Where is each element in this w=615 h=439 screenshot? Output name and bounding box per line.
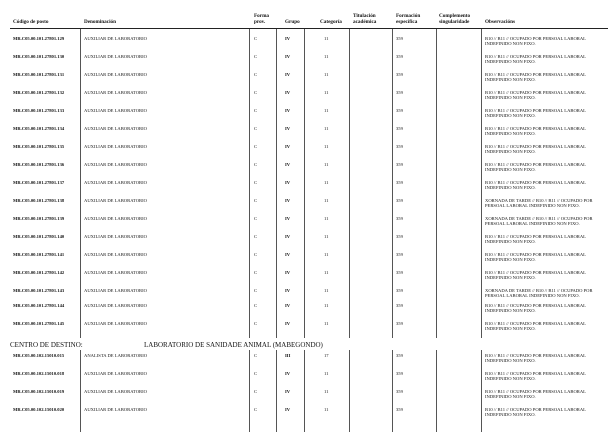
cell-forma-prov: C xyxy=(254,90,258,95)
cell-grupo: IV xyxy=(285,90,291,95)
cell-denominacion: AUXILIAR DE LABORATORIO xyxy=(84,162,147,167)
cell-denominacion: AUXILIAR DE LABORATORIO xyxy=(84,288,147,293)
cell-categoria: 11 xyxy=(324,126,329,131)
cell-formacion: 359 xyxy=(396,72,403,77)
table-row xyxy=(0,198,615,215)
cell-observaciones: B10 // B11 // OCUPADO POR PERSOAL LABORAL INDEFINIDO NON FIXO. xyxy=(485,144,586,155)
cell-categoria: 11 xyxy=(324,321,329,326)
table-row xyxy=(0,303,615,320)
cell-codigo: MR.C05.00.101.27801.144 xyxy=(13,303,65,308)
cell-grupo: IV xyxy=(285,108,291,113)
cell-observaciones: B10 // B11 // OCUPADO POR PERSOAL LABORAL INDEFINIDO NON FIXO. xyxy=(485,234,586,245)
cell-codigo: MR.C05.00.101.27801.133 xyxy=(13,108,65,113)
cell-formacion: 359 xyxy=(396,36,403,41)
cell-codigo: MR.C05.00.101.27801.136 xyxy=(13,162,65,167)
cell-formacion: 359 xyxy=(396,303,403,308)
table-row xyxy=(0,270,615,287)
cell-categoria: 11 xyxy=(324,108,329,113)
cell-categoria: 11 xyxy=(324,54,329,59)
cell-observaciones: B10 // B11 // OCUPADO POR PERSOAL LABORAL INDEFINIDO NON FIXO. xyxy=(485,180,586,191)
cell-denominacion: AUXILIAR DE LABORATORIO xyxy=(84,126,147,131)
cell-codigo: MR.C05.00.102.15010.015 xyxy=(13,353,65,358)
cell-grupo: IV xyxy=(285,198,291,203)
cell-denominacion: AUXILIAR DE LABORATORIO xyxy=(84,234,147,239)
cell-forma-prov: C xyxy=(254,371,258,376)
cell-observaciones: B10 // B11 // OCUPADO POR PERSOAL LABORAL INDEFINIDO NON FIXO. xyxy=(485,303,586,314)
cell-observaciones: XORNADA DE TARDE // B10 // B11 // OCUPADO POR PERSOAL LABORAL INDEFINIDO NON FIXO. xyxy=(485,198,593,209)
cell-codigo: MR.C05.00.101.27801.137 xyxy=(13,180,65,185)
cell-observaciones: B10 // B11 // OCUPADO POR PERSOAL LABORAL INDEFINIDO NON FIXO. xyxy=(485,353,586,364)
header-denominacion: Denominación xyxy=(84,19,116,25)
cell-observaciones: B10 // B11 // OCUPADO POR PERSOAL LABORAL INDEFINIDO NON FIXO. xyxy=(485,54,586,65)
cell-observaciones: B10 // B11 // OCUPADO POR PERSOAL LABORAL INDEFINIDO NON FIXO. xyxy=(485,252,586,263)
cell-formacion: 359 xyxy=(396,371,403,376)
cell-grupo: IV xyxy=(285,389,291,394)
cell-forma-prov: C xyxy=(254,198,258,203)
cell-grupo: IV xyxy=(285,126,291,131)
cell-forma-prov: C xyxy=(254,216,258,221)
centro-destino-name: LABORATORIO DE SANIDADE ANIMAL (MABEGONDO) xyxy=(144,341,323,349)
cell-forma-prov: C xyxy=(254,72,258,77)
cell-formacion: 359 xyxy=(396,162,403,167)
cell-observaciones: B10 // B11 // OCUPADO POR PERSOAL LABORAL INDEFINIDO NON FIXO. xyxy=(485,90,586,101)
table-row xyxy=(0,90,615,107)
cell-observaciones: XORNADA DE TARDE // B10 // B11 // OCUPADO POR PERSOAL LABORAL INDEFINIDO NON FIXO. xyxy=(485,288,593,299)
table-row xyxy=(0,252,615,269)
cell-categoria: 11 xyxy=(324,216,329,221)
header-codigo: Código de posto xyxy=(13,19,49,25)
cell-formacion: 359 xyxy=(396,389,403,394)
table-row xyxy=(0,54,615,71)
cell-forma-prov: C xyxy=(254,126,258,131)
cell-grupo: IV xyxy=(285,407,291,412)
cell-denominacion: AUXILIAR DE LABORATORIO xyxy=(84,180,147,185)
table-row xyxy=(0,126,615,143)
cell-denominacion: AUXILIAR DE LABORATORIO xyxy=(84,198,147,203)
cell-codigo: MR.C05.00.101.27801.131 xyxy=(13,72,65,77)
cell-formacion: 359 xyxy=(396,321,403,326)
cell-grupo: IV xyxy=(285,288,291,293)
cell-denominacion: AUXILIAR DE LABORATORIO xyxy=(84,407,147,412)
cell-categoria: 11 xyxy=(324,371,329,376)
cell-forma-prov: C xyxy=(254,303,258,308)
header-grupo: Grupo xyxy=(285,19,300,25)
cell-forma-prov: C xyxy=(254,108,258,113)
cell-formacion: 359 xyxy=(396,108,403,113)
cell-formacion: 359 xyxy=(396,353,403,358)
cell-codigo: MR.C05.00.101.27801.140 xyxy=(13,234,65,239)
cell-categoria: 11 xyxy=(324,72,329,77)
cell-grupo: IV xyxy=(285,234,291,239)
cell-grupo: IV xyxy=(285,303,291,308)
cell-forma-prov: C xyxy=(254,162,258,167)
cell-formacion: 359 xyxy=(396,54,403,59)
cell-denominacion: AUXILIAR DE LABORATORIO xyxy=(84,252,147,257)
cell-forma-prov: C xyxy=(254,36,258,41)
cell-codigo: MR.C05.00.101.27801.142 xyxy=(13,270,65,275)
cell-observaciones: XORNADA DE TARDE // B10 // B11 // OCUPADO POR PERSOAL LABORAL INDEFINIDO NON FIXO. xyxy=(485,216,593,227)
cell-formacion: 359 xyxy=(396,288,403,293)
cell-denominacion: AUXILIAR DE LABORATORIO xyxy=(84,389,147,394)
cell-codigo: MR.C05.00.101.27801.138 xyxy=(13,198,65,203)
cell-grupo: IV xyxy=(285,252,291,257)
cell-denominacion: AUXILIAR DE LABORATORIO xyxy=(84,144,147,149)
table-row xyxy=(0,108,615,125)
cell-denominacion: AUXILIAR DE LABORATORIO xyxy=(84,321,147,326)
table-row xyxy=(0,36,615,53)
cell-forma-prov: C xyxy=(254,54,258,59)
header-observaciones: Observacións xyxy=(485,19,515,25)
centro-destino-label: CENTRO DE DESTINO: xyxy=(10,341,83,349)
cell-denominacion: AUXILIAR DE LABORATORIO xyxy=(84,90,147,95)
table-row xyxy=(0,234,615,251)
cell-denominacion: AUXILIAR DE LABORATORIO xyxy=(84,303,147,308)
cell-forma-prov: C xyxy=(254,407,258,412)
cell-codigo: MR.C05.00.102.15010.020 xyxy=(13,407,65,412)
cell-categoria: 11 xyxy=(324,198,329,203)
cell-denominacion: AUXILIAR DE LABORATORIO xyxy=(84,371,147,376)
table-row xyxy=(0,72,615,89)
cell-grupo: IV xyxy=(285,162,291,167)
cell-grupo: IV xyxy=(285,36,291,41)
table-row xyxy=(0,371,615,388)
table-row xyxy=(0,162,615,179)
header-titulacion: Titulación académica xyxy=(353,13,377,25)
table-row xyxy=(0,389,615,406)
cell-codigo: MR.C05.00.101.27801.129 xyxy=(13,36,65,41)
cell-observaciones: B10 // B11 // OCUPADO POR PERSOAL LABORAL INDEFINIDO NON FIXO. xyxy=(485,36,586,47)
cell-formacion: 359 xyxy=(396,90,403,95)
cell-categoria: 11 xyxy=(324,36,329,41)
cell-formacion: 359 xyxy=(396,216,403,221)
cell-grupo: IV xyxy=(285,321,291,326)
table-row xyxy=(0,216,615,233)
cell-denominacion: AUXILIAR DE LABORATORIO xyxy=(84,72,147,77)
cell-categoria: 11 xyxy=(324,389,329,394)
cell-categoria: 11 xyxy=(324,144,329,149)
cell-formacion: 359 xyxy=(396,180,403,185)
cell-codigo: MR.C05.00.102.15010.019 xyxy=(13,389,65,394)
cell-formacion: 359 xyxy=(396,407,403,412)
cell-categoria: 11 xyxy=(324,252,329,257)
cell-grupo: IV xyxy=(285,270,291,275)
cell-categoria: 11 xyxy=(324,303,329,308)
cell-codigo: MR.C05.00.101.27801.134 xyxy=(13,126,65,131)
cell-codigo: MR.C05.00.101.27801.143 xyxy=(13,288,65,293)
cell-forma-prov: C xyxy=(254,180,258,185)
cell-observaciones: B10 // B11 // OCUPADO POR PERSOAL LABORAL INDEFINIDO NON FIXO. xyxy=(485,162,586,173)
cell-grupo: IV xyxy=(285,216,291,221)
table-row xyxy=(0,321,615,338)
cell-observaciones: B10 // B11 // OCUPADO POR PERSOAL LABORAL INDEFINIDO NON FIXO. xyxy=(485,108,586,119)
cell-categoria: 11 xyxy=(324,234,329,239)
cell-observaciones: B10 // B11 // OCUPADO POR PERSOAL LABORAL INDEFINIDO NON FIXO. xyxy=(485,126,586,137)
header-formacion: Formación específica xyxy=(396,13,421,25)
cell-formacion: 359 xyxy=(396,252,403,257)
table-row xyxy=(0,144,615,161)
cell-forma-prov: C xyxy=(254,252,258,257)
cell-formacion: 359 xyxy=(396,198,403,203)
cell-formacion: 359 xyxy=(396,270,403,275)
cell-categoria: 11 xyxy=(324,288,329,293)
cell-codigo: MR.C05.00.101.27801.139 xyxy=(13,216,65,221)
cell-observaciones: B10 // B11 // OCUPADO POR PERSOAL LABORAL INDEFINIDO NON FIXO. xyxy=(485,407,586,418)
header-rule xyxy=(10,28,608,29)
cell-forma-prov: C xyxy=(254,270,258,275)
cell-denominacion: AUXILIAR DE LABORATORIO xyxy=(84,54,147,59)
cell-codigo: MR.C05.00.102.15010.018 xyxy=(13,371,65,376)
cell-formacion: 359 xyxy=(396,126,403,131)
header-complemento: Complemento singularidade xyxy=(439,13,471,25)
cell-observaciones: B10 // B11 // OCUPADO POR PERSOAL LABORAL INDEFINIDO NON FIXO. xyxy=(485,72,586,83)
cell-forma-prov: C xyxy=(254,234,258,239)
table-row xyxy=(0,180,615,197)
table-row xyxy=(0,407,615,424)
cell-observaciones: B10 // B11 // OCUPADO POR PERSOAL LABORAL INDEFINIDO NON FIXO. xyxy=(485,321,586,332)
cell-grupo: IV xyxy=(285,371,291,376)
cell-observaciones: B10 // B11 // OCUPADO POR PERSOAL LABORAL INDEFINIDO NON FIXO. xyxy=(485,270,586,281)
cell-grupo: III xyxy=(285,353,291,358)
cell-denominacion: AUXILIAR DE LABORATORIO xyxy=(84,108,147,113)
cell-codigo: MR.C05.00.101.27801.145 xyxy=(13,321,65,326)
cell-denominacion: ANALISTA DE LABORATORIO xyxy=(84,353,148,358)
cell-forma-prov: C xyxy=(254,321,258,326)
header-categoria: Categoría xyxy=(320,19,342,25)
cell-grupo: IV xyxy=(285,54,291,59)
cell-forma-prov: C xyxy=(254,389,258,394)
cell-forma-prov: C xyxy=(254,144,258,149)
cell-grupo: IV xyxy=(285,72,291,77)
cell-observaciones: B10 // B11 // OCUPADO POR PERSOAL LABORAL INDEFINIDO NON FIXO. xyxy=(485,371,586,382)
cell-denominacion: AUXILIAR DE LABORATORIO xyxy=(84,36,147,41)
cell-forma-prov: C xyxy=(254,288,258,293)
cell-forma-prov: C xyxy=(254,353,258,358)
cell-observaciones: B10 // B11 // OCUPADO POR PERSOAL LABORAL INDEFINIDO NON FIXO. xyxy=(485,389,586,400)
cell-codigo: MR.C05.00.101.27801.135 xyxy=(13,144,65,149)
cell-categoria: 11 xyxy=(324,180,329,185)
cell-categoria: 11 xyxy=(324,162,329,167)
cell-grupo: IV xyxy=(285,144,291,149)
cell-codigo: MR.C05.00.101.27801.130 xyxy=(13,54,65,59)
cell-codigo: MR.C05.00.101.27801.132 xyxy=(13,90,65,95)
cell-categoria: 11 xyxy=(324,407,329,412)
table-row xyxy=(0,353,615,370)
cell-categoria: 11 xyxy=(324,90,329,95)
cell-formacion: 359 xyxy=(396,234,403,239)
cell-categoria: 17 xyxy=(324,353,329,358)
cell-codigo: MR.C05.00.101.27801.141 xyxy=(13,252,65,257)
cell-grupo: IV xyxy=(285,180,291,185)
cell-formacion: 359 xyxy=(396,144,403,149)
cell-categoria: 11 xyxy=(324,270,329,275)
cell-denominacion: AUXILIAR DE LABORATORIO xyxy=(84,216,147,221)
cell-denominacion: AUXILIAR DE LABORATORIO xyxy=(84,270,147,275)
header-forma-prov: Forma prov. xyxy=(254,13,269,25)
